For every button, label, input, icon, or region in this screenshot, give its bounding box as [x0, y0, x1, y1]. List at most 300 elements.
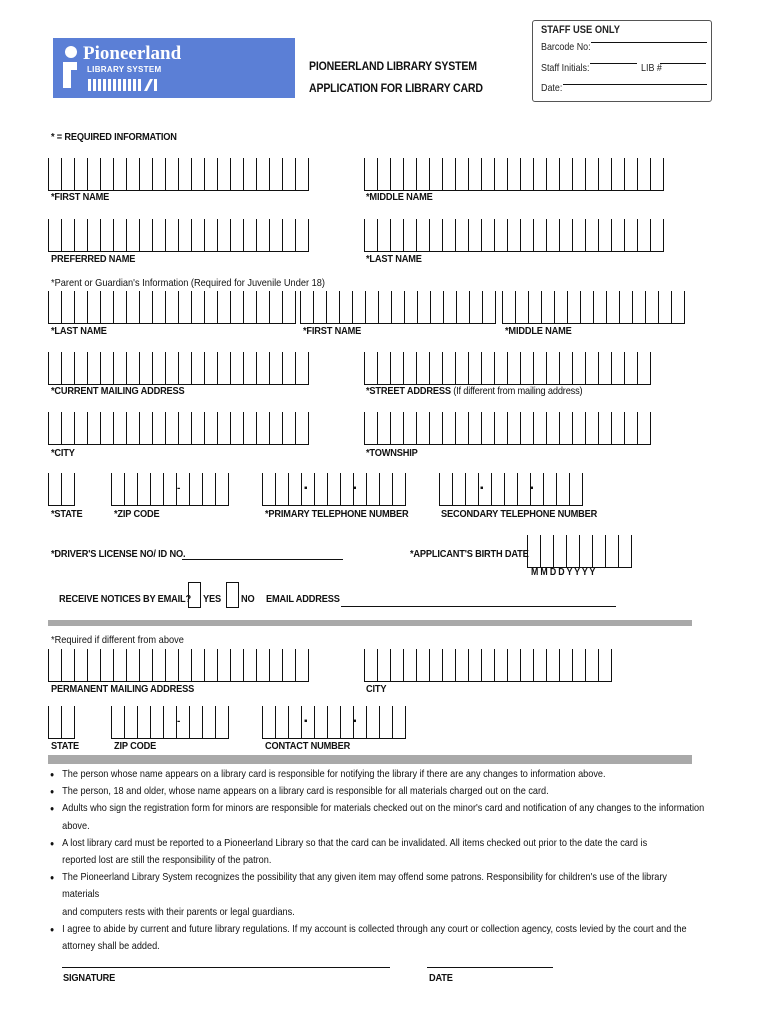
- char-box[interactable]: [456, 291, 469, 323]
- guardian-first-name-boxes[interactable]: [300, 291, 496, 324]
- char-box[interactable]: [269, 219, 282, 251]
- char-box[interactable]: [230, 412, 243, 444]
- barcode-line[interactable]: [591, 42, 707, 43]
- char-box[interactable]: [191, 158, 204, 190]
- char-box[interactable]: [494, 412, 507, 444]
- char-box[interactable]: [541, 291, 554, 323]
- char-box[interactable]: [204, 649, 217, 681]
- char-box[interactable]: [191, 352, 204, 384]
- char-box[interactable]: [637, 352, 651, 384]
- char-box[interactable]: [390, 158, 403, 190]
- char-box[interactable]: [137, 473, 150, 505]
- char-box[interactable]: [61, 412, 74, 444]
- char-box[interactable]: [124, 706, 137, 738]
- char-box[interactable]: [377, 649, 390, 681]
- char-box[interactable]: [605, 535, 618, 567]
- char-box[interactable]: [468, 352, 481, 384]
- contact-number-boxes[interactable]: [262, 706, 406, 739]
- char-box[interactable]: [364, 219, 377, 251]
- char-box[interactable]: [126, 649, 139, 681]
- char-box[interactable]: [178, 158, 191, 190]
- char-box[interactable]: [611, 158, 624, 190]
- char-box[interactable]: [618, 535, 632, 567]
- char-box[interactable]: [111, 706, 124, 738]
- char-box[interactable]: [533, 352, 546, 384]
- char-box[interactable]: [579, 535, 592, 567]
- last-name-boxes[interactable]: [364, 219, 664, 252]
- char-box[interactable]: [598, 352, 611, 384]
- signature-line[interactable]: [62, 967, 390, 968]
- char-box[interactable]: [165, 158, 178, 190]
- char-box[interactable]: [256, 291, 269, 323]
- char-box[interactable]: [429, 219, 442, 251]
- char-box[interactable]: [340, 706, 353, 738]
- char-box[interactable]: [256, 352, 269, 384]
- char-box[interactable]: [556, 473, 569, 505]
- char-box[interactable]: [559, 412, 572, 444]
- char-box[interactable]: [481, 219, 494, 251]
- char-box[interactable]: [442, 158, 455, 190]
- char-box[interactable]: [178, 352, 191, 384]
- char-box[interactable]: [230, 291, 243, 323]
- char-box[interactable]: [48, 649, 61, 681]
- char-box[interactable]: [217, 412, 230, 444]
- char-box[interactable]: [74, 219, 87, 251]
- char-box[interactable]: [48, 706, 61, 738]
- char-box[interactable]: [482, 291, 496, 323]
- char-box[interactable]: [567, 291, 580, 323]
- char-box[interactable]: [403, 649, 416, 681]
- char-box[interactable]: [377, 412, 390, 444]
- char-box[interactable]: [165, 352, 178, 384]
- city-boxes[interactable]: [48, 412, 309, 445]
- char-box[interactable]: [137, 706, 150, 738]
- char-box[interactable]: [288, 473, 301, 505]
- char-box[interactable]: [546, 158, 559, 190]
- char-box[interactable]: [262, 706, 275, 738]
- char-box[interactable]: [637, 412, 651, 444]
- char-box[interactable]: [139, 158, 152, 190]
- char-box[interactable]: [554, 291, 567, 323]
- char-box[interactable]: [48, 412, 61, 444]
- char-box[interactable]: [217, 158, 230, 190]
- first-name-boxes[interactable]: [48, 158, 309, 191]
- char-box[interactable]: [275, 706, 288, 738]
- char-box[interactable]: [269, 352, 282, 384]
- char-box[interactable]: [598, 412, 611, 444]
- char-box[interactable]: [178, 412, 191, 444]
- char-box[interactable]: [520, 158, 533, 190]
- char-box[interactable]: [598, 158, 611, 190]
- char-box[interactable]: [465, 473, 478, 505]
- char-box[interactable]: [580, 291, 593, 323]
- char-box[interactable]: [379, 706, 392, 738]
- char-box[interactable]: [572, 412, 585, 444]
- char-box[interactable]: [429, 352, 442, 384]
- char-box[interactable]: [515, 291, 528, 323]
- char-box[interactable]: [468, 158, 481, 190]
- char-box[interactable]: [572, 649, 585, 681]
- char-box[interactable]: [559, 219, 572, 251]
- char-box[interactable]: [442, 412, 455, 444]
- email-line[interactable]: [341, 606, 616, 607]
- char-box[interactable]: [553, 535, 566, 567]
- secondary-phone-boxes[interactable]: [439, 473, 583, 506]
- char-box[interactable]: [113, 291, 126, 323]
- char-box[interactable]: [295, 649, 309, 681]
- char-box[interactable]: [520, 352, 533, 384]
- char-box[interactable]: [585, 649, 598, 681]
- char-box[interactable]: [391, 291, 404, 323]
- char-box[interactable]: [139, 219, 152, 251]
- char-box[interactable]: [74, 412, 87, 444]
- char-box[interactable]: [243, 219, 256, 251]
- char-box[interactable]: [48, 158, 61, 190]
- char-box[interactable]: [569, 473, 583, 505]
- guardian-middle-name-boxes[interactable]: [502, 291, 685, 324]
- char-box[interactable]: [74, 649, 87, 681]
- char-box[interactable]: [494, 219, 507, 251]
- char-box[interactable]: [339, 291, 352, 323]
- char-box[interactable]: [327, 706, 340, 738]
- char-box[interactable]: [543, 473, 556, 505]
- char-box[interactable]: [178, 219, 191, 251]
- char-box[interactable]: [139, 649, 152, 681]
- char-box[interactable]: [632, 291, 645, 323]
- char-box[interactable]: [295, 219, 309, 251]
- char-box[interactable]: [429, 649, 442, 681]
- char-box[interactable]: [546, 219, 559, 251]
- char-box[interactable]: [403, 219, 416, 251]
- street-address-boxes[interactable]: [364, 352, 651, 385]
- char-box[interactable]: [455, 412, 468, 444]
- char-box[interactable]: [559, 649, 572, 681]
- char-box[interactable]: [585, 352, 598, 384]
- char-box[interactable]: [326, 291, 339, 323]
- char-box[interactable]: [87, 219, 100, 251]
- char-box[interactable]: [215, 473, 229, 505]
- drivers-license-line[interactable]: [182, 559, 343, 560]
- char-box[interactable]: [507, 412, 520, 444]
- char-box[interactable]: [403, 158, 416, 190]
- char-box[interactable]: [295, 412, 309, 444]
- char-box[interactable]: [468, 219, 481, 251]
- char-box[interactable]: [455, 352, 468, 384]
- char-box[interactable]: [585, 412, 598, 444]
- char-box[interactable]: [87, 352, 100, 384]
- char-box[interactable]: [416, 158, 429, 190]
- char-box[interactable]: [645, 291, 658, 323]
- char-box[interactable]: [178, 291, 191, 323]
- char-box[interactable]: [572, 352, 585, 384]
- preferred-name-boxes[interactable]: [48, 219, 309, 252]
- char-box[interactable]: [390, 649, 403, 681]
- char-box[interactable]: [61, 473, 75, 505]
- perm-address-boxes[interactable]: [48, 649, 309, 682]
- char-box[interactable]: [152, 412, 165, 444]
- char-box[interactable]: [165, 649, 178, 681]
- char-box[interactable]: [390, 219, 403, 251]
- char-box[interactable]: [566, 535, 579, 567]
- char-box[interactable]: [650, 219, 664, 251]
- char-box[interactable]: [189, 473, 202, 505]
- middle-name-boxes[interactable]: [364, 158, 664, 191]
- char-box[interactable]: [126, 219, 139, 251]
- char-box[interactable]: [658, 291, 671, 323]
- char-box[interactable]: [468, 412, 481, 444]
- char-box[interactable]: [366, 706, 379, 738]
- char-box[interactable]: [491, 473, 504, 505]
- char-box[interactable]: [217, 649, 230, 681]
- lib-line[interactable]: [660, 63, 706, 64]
- char-box[interactable]: [469, 291, 482, 323]
- char-box[interactable]: [430, 291, 443, 323]
- guardian-last-name-boxes[interactable]: [48, 291, 296, 324]
- char-box[interactable]: [230, 352, 243, 384]
- char-box[interactable]: [202, 473, 215, 505]
- char-box[interactable]: [217, 219, 230, 251]
- char-box[interactable]: [139, 412, 152, 444]
- char-box[interactable]: [671, 291, 685, 323]
- char-box[interactable]: [256, 649, 269, 681]
- date-line[interactable]: [427, 967, 553, 968]
- staff-date-line[interactable]: [563, 84, 707, 85]
- char-box[interactable]: [61, 291, 74, 323]
- char-box[interactable]: [598, 219, 611, 251]
- char-box[interactable]: [507, 352, 520, 384]
- char-box[interactable]: [74, 158, 87, 190]
- char-box[interactable]: [113, 352, 126, 384]
- char-box[interactable]: [379, 473, 392, 505]
- char-box[interactable]: [111, 473, 124, 505]
- char-box[interactable]: [126, 352, 139, 384]
- char-box[interactable]: [327, 473, 340, 505]
- char-box[interactable]: [152, 158, 165, 190]
- char-box[interactable]: [191, 649, 204, 681]
- char-box[interactable]: [139, 352, 152, 384]
- char-box[interactable]: [163, 706, 176, 738]
- char-box[interactable]: [191, 291, 204, 323]
- char-box[interactable]: [546, 649, 559, 681]
- char-box[interactable]: [540, 535, 553, 567]
- char-box[interactable]: [269, 291, 282, 323]
- char-box[interactable]: [340, 473, 353, 505]
- char-box[interactable]: [163, 473, 176, 505]
- char-box[interactable]: [606, 291, 619, 323]
- char-box[interactable]: [61, 219, 74, 251]
- char-box[interactable]: [215, 706, 229, 738]
- char-box[interactable]: [364, 158, 377, 190]
- char-box[interactable]: [377, 219, 390, 251]
- char-box[interactable]: [403, 412, 416, 444]
- char-box[interactable]: [365, 291, 378, 323]
- char-box[interactable]: [528, 291, 541, 323]
- char-box[interactable]: [416, 219, 429, 251]
- char-box[interactable]: [352, 291, 365, 323]
- char-box[interactable]: [650, 158, 664, 190]
- char-box[interactable]: [87, 649, 100, 681]
- char-box[interactable]: [502, 291, 515, 323]
- char-box[interactable]: [269, 649, 282, 681]
- char-box[interactable]: [520, 219, 533, 251]
- char-box[interactable]: [217, 352, 230, 384]
- char-box[interactable]: [585, 219, 598, 251]
- char-box[interactable]: [204, 291, 217, 323]
- char-box[interactable]: [572, 219, 585, 251]
- char-box[interactable]: [481, 158, 494, 190]
- char-box[interactable]: [178, 649, 191, 681]
- char-box[interactable]: [624, 352, 637, 384]
- char-box[interactable]: [443, 291, 456, 323]
- char-box[interactable]: [494, 158, 507, 190]
- char-box[interactable]: [61, 352, 74, 384]
- yes-checkbox[interactable]: [188, 582, 201, 608]
- staff-initials-line[interactable]: [590, 63, 637, 64]
- char-box[interactable]: [100, 352, 113, 384]
- char-box[interactable]: [282, 291, 296, 323]
- char-box[interactable]: [481, 352, 494, 384]
- char-box[interactable]: [256, 158, 269, 190]
- perm-city-boxes[interactable]: [364, 649, 612, 682]
- char-box[interactable]: [113, 219, 126, 251]
- char-box[interactable]: [282, 219, 295, 251]
- state-boxes[interactable]: [48, 473, 75, 506]
- char-box[interactable]: [313, 291, 326, 323]
- char-box[interactable]: [546, 412, 559, 444]
- char-box[interactable]: [314, 706, 327, 738]
- char-box[interactable]: [191, 412, 204, 444]
- char-box[interactable]: [256, 219, 269, 251]
- char-box[interactable]: [366, 473, 379, 505]
- char-box[interactable]: [217, 291, 230, 323]
- char-box[interactable]: [507, 219, 520, 251]
- char-box[interactable]: [507, 158, 520, 190]
- perm-zip-boxes[interactable]: [111, 706, 229, 739]
- char-box[interactable]: [165, 412, 178, 444]
- char-box[interactable]: [624, 158, 637, 190]
- zip-boxes[interactable]: [111, 473, 229, 506]
- char-box[interactable]: [442, 352, 455, 384]
- mailing-address-boxes[interactable]: [48, 352, 309, 385]
- char-box[interactable]: [61, 706, 75, 738]
- char-box[interactable]: [48, 219, 61, 251]
- char-box[interactable]: [364, 412, 377, 444]
- char-box[interactable]: [61, 649, 74, 681]
- primary-phone-boxes[interactable]: [262, 473, 406, 506]
- char-box[interactable]: [139, 291, 152, 323]
- char-box[interactable]: [637, 219, 650, 251]
- char-box[interactable]: [243, 291, 256, 323]
- char-box[interactable]: [275, 473, 288, 505]
- char-box[interactable]: [452, 473, 465, 505]
- perm-state-boxes[interactable]: [48, 706, 75, 739]
- char-box[interactable]: [392, 706, 406, 738]
- char-box[interactable]: [494, 352, 507, 384]
- char-box[interactable]: [202, 706, 215, 738]
- char-box[interactable]: [611, 219, 624, 251]
- char-box[interactable]: [611, 352, 624, 384]
- char-box[interactable]: [314, 473, 327, 505]
- char-box[interactable]: [442, 219, 455, 251]
- char-box[interactable]: [417, 291, 430, 323]
- char-box[interactable]: [520, 412, 533, 444]
- char-box[interactable]: [416, 412, 429, 444]
- char-box[interactable]: [204, 412, 217, 444]
- char-box[interactable]: [517, 473, 530, 505]
- char-box[interactable]: [455, 649, 468, 681]
- char-box[interactable]: [113, 412, 126, 444]
- char-box[interactable]: [592, 535, 605, 567]
- char-box[interactable]: [189, 706, 202, 738]
- char-box[interactable]: [546, 352, 559, 384]
- char-box[interactable]: [48, 291, 61, 323]
- char-box[interactable]: [165, 291, 178, 323]
- char-box[interactable]: [494, 649, 507, 681]
- char-box[interactable]: [48, 473, 61, 505]
- char-box[interactable]: [100, 158, 113, 190]
- char-box[interactable]: [559, 352, 572, 384]
- char-box[interactable]: [429, 158, 442, 190]
- char-box[interactable]: [377, 352, 390, 384]
- char-box[interactable]: [269, 158, 282, 190]
- char-box[interactable]: [624, 219, 637, 251]
- char-box[interactable]: [520, 649, 533, 681]
- char-box[interactable]: [403, 352, 416, 384]
- char-box[interactable]: [87, 291, 100, 323]
- char-box[interactable]: [152, 352, 165, 384]
- char-box[interactable]: [288, 706, 301, 738]
- char-box[interactable]: [113, 158, 126, 190]
- char-box[interactable]: [455, 158, 468, 190]
- char-box[interactable]: [429, 412, 442, 444]
- char-box[interactable]: [282, 352, 295, 384]
- township-boxes[interactable]: [364, 412, 651, 445]
- char-box[interactable]: [533, 219, 546, 251]
- char-box[interactable]: [124, 473, 137, 505]
- char-box[interactable]: [533, 412, 546, 444]
- char-box[interactable]: [100, 412, 113, 444]
- char-box[interactable]: [481, 649, 494, 681]
- char-box[interactable]: [295, 158, 309, 190]
- char-box[interactable]: [619, 291, 632, 323]
- char-box[interactable]: [204, 219, 217, 251]
- char-box[interactable]: [533, 649, 546, 681]
- char-box[interactable]: [150, 473, 163, 505]
- char-box[interactable]: [300, 291, 313, 323]
- char-box[interactable]: [243, 158, 256, 190]
- char-box[interactable]: [390, 352, 403, 384]
- char-box[interactable]: [378, 291, 391, 323]
- char-box[interactable]: [243, 412, 256, 444]
- char-box[interactable]: [377, 158, 390, 190]
- char-box[interactable]: [87, 412, 100, 444]
- char-box[interactable]: [230, 219, 243, 251]
- char-box[interactable]: [150, 706, 163, 738]
- char-box[interactable]: [48, 352, 61, 384]
- char-box[interactable]: [126, 158, 139, 190]
- char-box[interactable]: [468, 649, 481, 681]
- char-box[interactable]: [439, 473, 452, 505]
- char-box[interactable]: [404, 291, 417, 323]
- char-box[interactable]: [507, 649, 520, 681]
- char-box[interactable]: [533, 158, 546, 190]
- char-box[interactable]: [152, 291, 165, 323]
- char-box[interactable]: [455, 219, 468, 251]
- char-box[interactable]: [152, 219, 165, 251]
- char-box[interactable]: [74, 352, 87, 384]
- char-box[interactable]: [191, 219, 204, 251]
- char-box[interactable]: [165, 219, 178, 251]
